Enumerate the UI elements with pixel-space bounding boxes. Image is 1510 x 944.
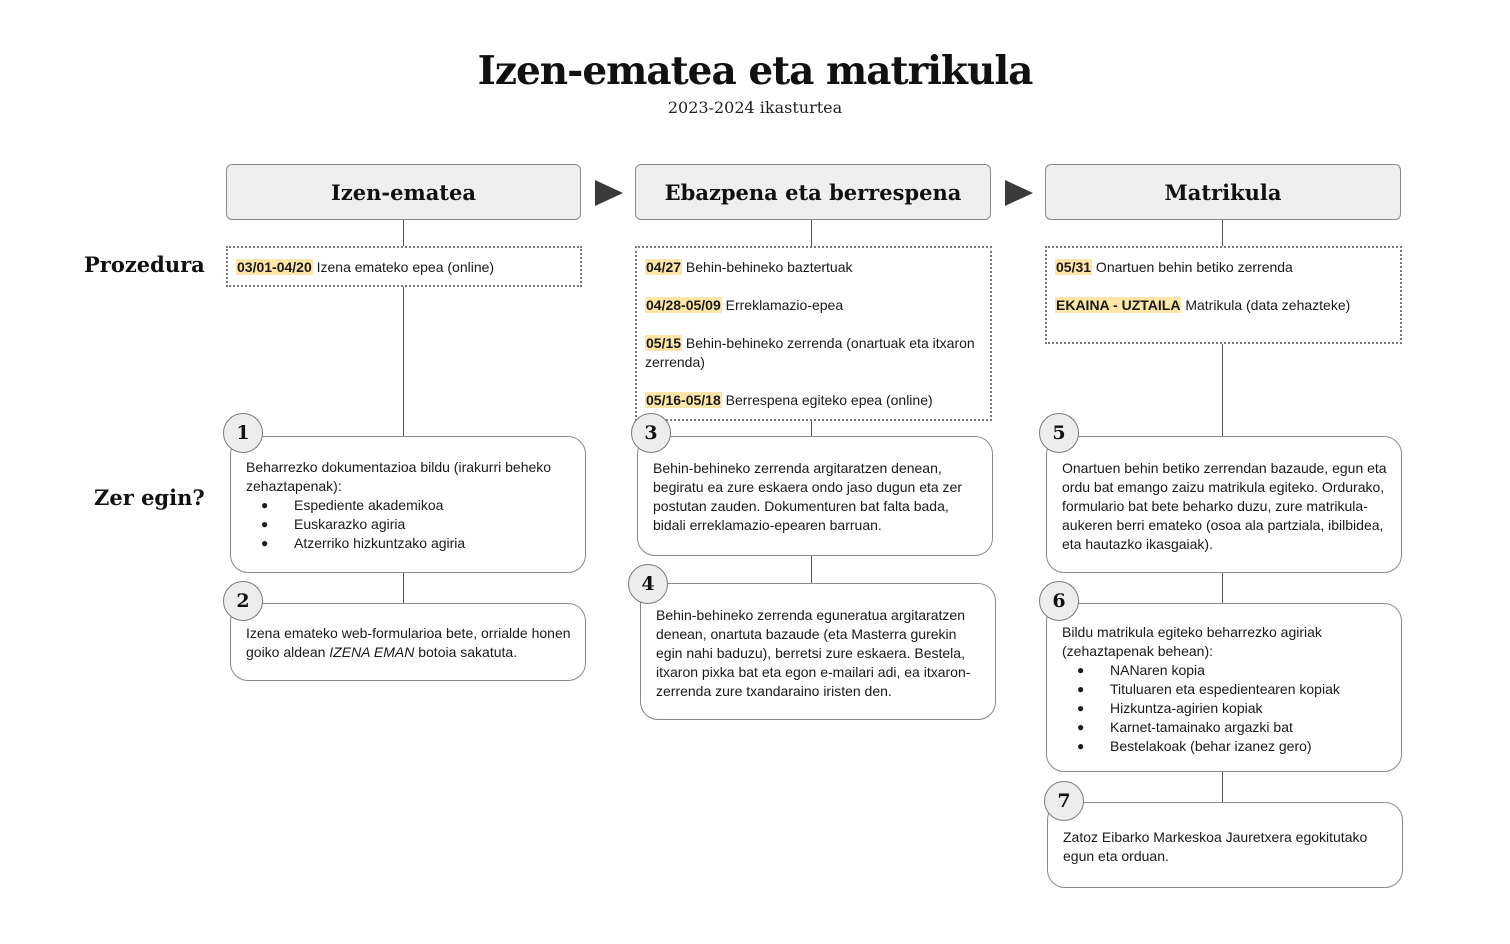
step-text-part: botoia sakatuta. — [414, 644, 518, 660]
date-highlight: 04/27 — [646, 259, 682, 275]
procedure-text: Matrikula (data zehazteke) — [1181, 297, 1351, 313]
step-text — [246, 624, 571, 662]
phase-header-izen-ematea: Izen-ematea — [226, 164, 581, 220]
list-item: ● Atzerriko hizkuntzako agiria — [246, 534, 571, 553]
list-item: ● Bestelakoak (behar izanez gero) — [1062, 737, 1387, 756]
date-highlight: 05/15 — [646, 335, 682, 351]
connector-line — [1222, 572, 1223, 603]
step-number-7: 7 — [1044, 781, 1084, 821]
connector-line — [1222, 220, 1223, 246]
step-text-emphasis: IZENA EMAN — [329, 644, 415, 660]
phase-header-matrikula: Matrikula — [1045, 164, 1401, 220]
list-item: ● Hizkuntza-agirien kopiak — [1062, 699, 1387, 718]
date-highlight: 05/31 — [1056, 259, 1092, 275]
procedure-item — [645, 258, 982, 277]
phase-header-ebazpena: Ebazpena eta berrespena — [635, 164, 991, 220]
list-item: ● Euskarazko agiria — [246, 515, 571, 534]
procedure-item — [236, 258, 572, 277]
procedure-item — [645, 334, 982, 372]
step-text: Beharrezko dokumentazioa bildu (irakurri beheko zehaztapenak): — [246, 459, 552, 494]
procedure-item — [1055, 258, 1392, 277]
procedure-item — [1055, 296, 1392, 315]
step-box-6 — [1046, 603, 1402, 772]
step-number-4: 4 — [628, 564, 668, 604]
date-highlight: 05/16-05/18 — [646, 392, 721, 408]
list-item: ● Espediente akademikoa — [246, 496, 571, 515]
date-highlight: 04/28-05/09 — [646, 297, 721, 313]
step-box-3 — [637, 436, 993, 556]
procedure-text: Izena emateko epea (online) — [312, 259, 495, 275]
step-number-3: 3 — [631, 413, 671, 453]
connector-line — [1222, 771, 1223, 802]
procedure-text: Onartuen behin betiko zerrenda — [1092, 259, 1293, 275]
procedure-item — [645, 391, 982, 410]
procedure-box-izen-ematea — [226, 246, 582, 287]
connector-line — [811, 420, 812, 436]
step-number-2: 2 — [223, 581, 263, 621]
date-highlight: EKAINA - UZTAILA — [1056, 297, 1181, 313]
step-text: Behin-behineko zerrenda argitaratzen denean, begiratu ea zure eskaera ondo jaso dugun eta zer postutan zauden. Dokumenturen bat falta bada, bidali erreklamazio-epearen barruan. — [653, 460, 962, 533]
date-highlight: 03/01-04/20 — [237, 259, 312, 275]
arrow-right-icon — [1005, 180, 1033, 206]
list-item: ● Tituluaren eta espedientearen kopiak — [1062, 680, 1387, 699]
step-box-4 — [640, 583, 996, 720]
page-title: Izen-ematea eta matrikula — [477, 48, 1033, 94]
procedure-item — [645, 296, 982, 315]
step-box-7 — [1047, 802, 1403, 888]
step-text-part: Izena emateko web-formularioa bete, orrialde honen goiko aldean — [246, 625, 571, 660]
row-label-todo: Zer egin? — [94, 485, 205, 510]
step-text: Behin-behineko zerrenda eguneratua argitaratzen denean, onartuta bazaude (eta Masterra gurekin egin nahi baduzu), berretsi zure eskaera. Bestela, itxaron pixka bat eta egon e-mailari adi, ea itxaron-zerrenda zure txandaraino iristen den. — [656, 607, 971, 699]
step-box-5 — [1046, 436, 1402, 573]
step-number-5: 5 — [1039, 413, 1079, 453]
bullet-list — [1062, 661, 1387, 756]
connector-line — [811, 220, 812, 246]
procedure-text: Erreklamazio-epea — [721, 297, 844, 313]
connector-line — [403, 572, 404, 603]
procedure-text: Behin-behineko zerrenda (onartuak eta itxaron zerrenda) — [645, 335, 975, 370]
step-text: Zatoz Eibarko Markeskoa Jauretxera egokitutako egun eta orduan. — [1063, 829, 1368, 864]
list-item: ● NANaren kopia — [1062, 661, 1387, 680]
procedure-text: Behin-behineko baztertuak — [682, 259, 853, 275]
connector-line — [1222, 343, 1223, 436]
row-label-procedure: Prozedura — [84, 252, 205, 277]
step-number-6: 6 — [1039, 581, 1079, 621]
step-text: Bildu matrikula egiteko beharrezko agiriak (zehaztapenak behean): — [1062, 624, 1322, 659]
page-subtitle: 2023-2024 ikasturtea — [667, 98, 843, 117]
procedure-text: Berrespena egiteko epea (online) — [721, 392, 933, 408]
procedure-box-ebazpena — [635, 246, 992, 421]
procedure-box-matrikula — [1045, 246, 1402, 344]
arrow-right-icon — [595, 180, 623, 206]
list-item: ● Karnet-tamainako argazki bat — [1062, 718, 1387, 737]
step-box-2 — [230, 603, 586, 681]
bullet-list — [246, 496, 571, 553]
connector-line — [811, 555, 812, 583]
step-number-1: 1 — [223, 413, 263, 453]
step-box-1 — [230, 436, 586, 573]
step-text: Onartuen behin betiko zerrendan bazaude, egun eta ordu bat emango zaizu matrikula egiteko. Ordurako, formulario bat bete beharko duzu, zure matrikula-aukeren berri emateko (osoa ala partziala, ibilbidea, eta hautazko ikasgaiak). — [1062, 460, 1387, 552]
